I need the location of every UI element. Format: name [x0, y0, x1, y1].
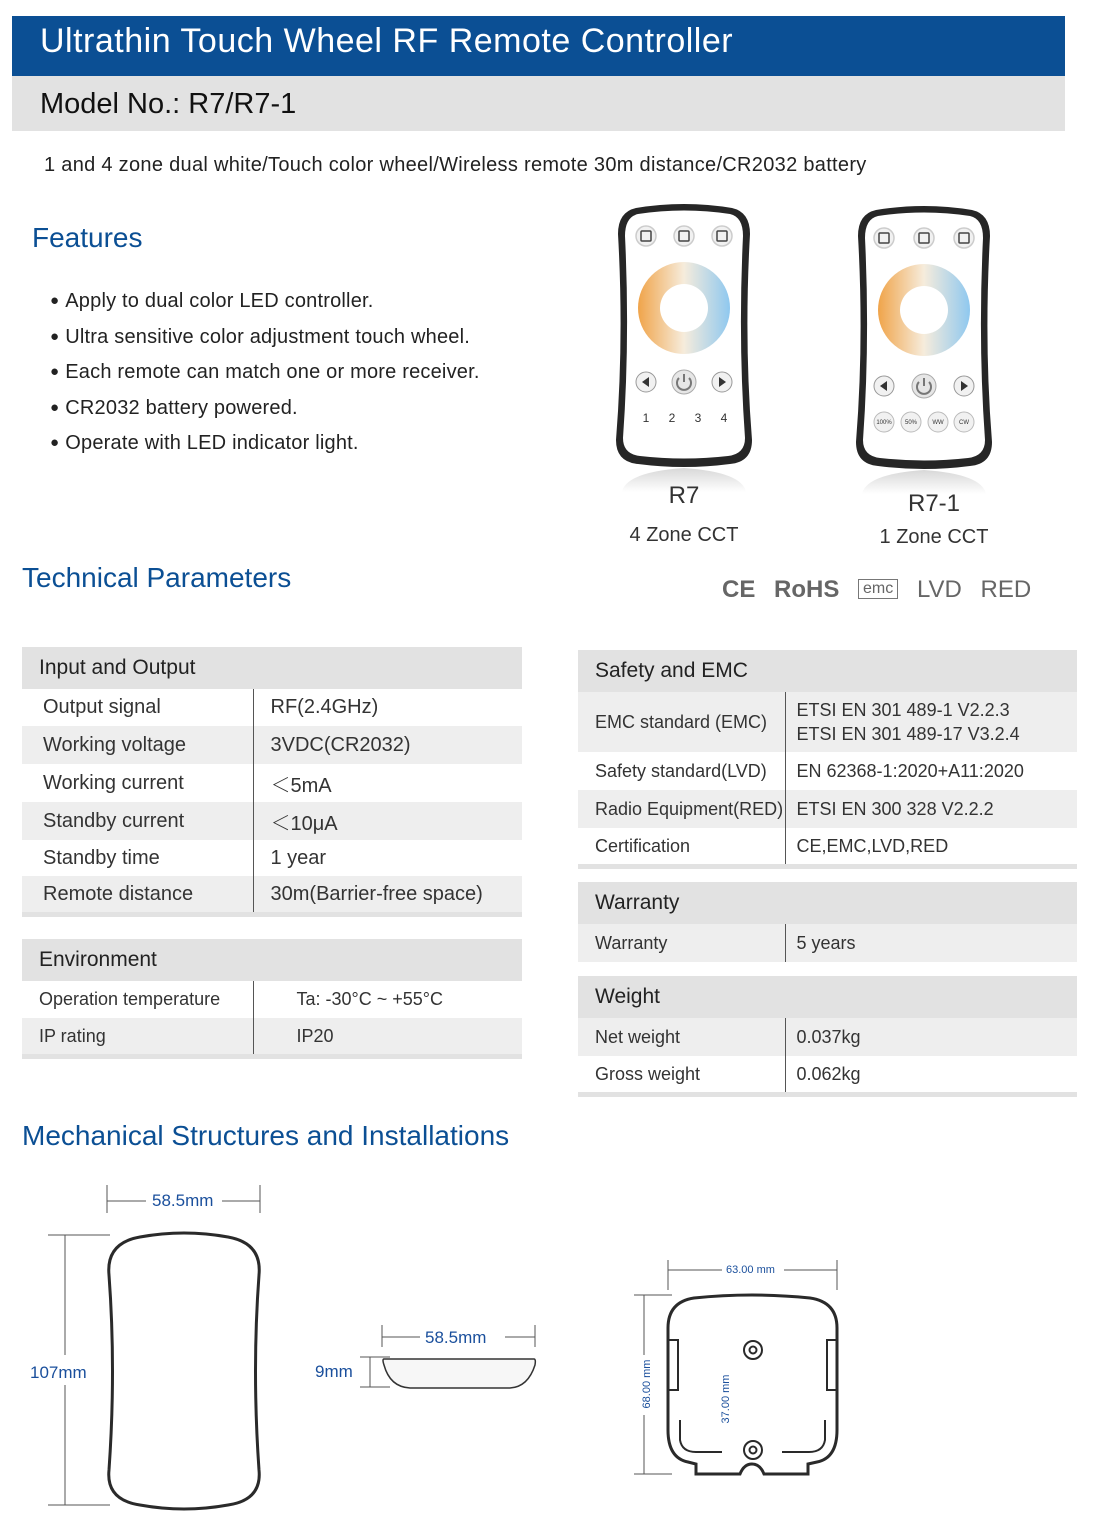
remote-r7-name: R7	[668, 482, 700, 509]
row-value: CE,EMC,LVD,RED	[796, 835, 949, 856]
row-value: ＜5mA	[270, 774, 332, 797]
row-value: 0.062kg	[796, 1063, 861, 1084]
zone-button-3: 3	[694, 411, 702, 425]
row-value: IP20	[253, 1018, 522, 1054]
zone-button-4: 4	[720, 411, 728, 425]
feature-item: ● Operate with LED indicator light.	[50, 432, 480, 468]
zone-button-2: 2	[668, 411, 676, 425]
row-label: Standby time	[22, 840, 253, 876]
power-icon	[672, 370, 696, 394]
wall-holder-drawing	[632, 1260, 852, 1480]
mechanical-heading: Mechanical Structures and Installations	[22, 1120, 510, 1151]
row-value: 1 year	[270, 846, 327, 869]
features-heading: Features	[32, 222, 143, 253]
row-label: IP rating	[22, 1018, 253, 1054]
side-thickness-dimension: 9mm	[315, 1362, 353, 1381]
emc-standard-2: ETSI EN 301 489-17 V3.2.4	[796, 724, 1020, 744]
product-summary: 1 and 4 zone dual white/Touch color wheel/Wireless remote 30m distance/CR2032 battery	[44, 154, 867, 176]
row-label: EMC standard (EMC)	[578, 692, 785, 752]
ww-button: WW	[932, 420, 944, 426]
row-value: RF(2.4GHz)	[270, 696, 379, 718]
front-height-dimension: 107mm	[30, 1363, 87, 1382]
certification-marks	[722, 576, 1043, 604]
arrow-left-icon	[636, 372, 656, 392]
row-label: Standby current	[22, 802, 253, 840]
row-value: 3VDC(CR2032)	[253, 726, 522, 764]
model-number: Model No.: R7/R7-1	[40, 88, 297, 120]
level-100-button: 100%	[876, 420, 892, 426]
level-50-button: 50%	[904, 420, 918, 426]
weight-table	[578, 976, 1077, 1097]
zone-button-1: 1	[642, 411, 650, 425]
row-label: Warranty	[578, 924, 785, 962]
memory-icon	[636, 226, 732, 246]
feature-item: ● Ultra sensitive color adjustment touch wheel.	[50, 326, 480, 362]
row-label: Working voltage	[22, 726, 253, 764]
remote-r7-desc: 4 Zone CCT	[629, 524, 739, 546]
lvd-mark: LVD	[916, 576, 962, 603]
front-outline-drawing	[40, 1185, 280, 1525]
row-label: Remote distance	[22, 876, 253, 912]
row-value	[785, 692, 1077, 752]
row-label: Safety standard(LVD)	[578, 752, 785, 790]
remote-r7-1-desc: 1 Zone CCT	[879, 526, 989, 548]
row-value: Ta: -30°C ~ +55°C	[296, 989, 443, 1009]
environment-table	[22, 939, 522, 1059]
row-value: 5 years	[785, 924, 1077, 962]
holder-height-dimension: 68.00 mm	[641, 1359, 653, 1409]
table-title: Safety and EMC	[578, 650, 1077, 692]
remote-r7-1-name: R7-1	[907, 490, 961, 517]
row-value: 0.037kg	[785, 1018, 1077, 1056]
row-label: Output signal	[22, 689, 253, 726]
ce-mark: CE	[722, 576, 756, 603]
red-mark: RED	[980, 576, 1032, 603]
emc-standard-1: ETSI EN 301 489-1 V2.2.3	[796, 700, 1010, 720]
remote-r7-image	[606, 200, 762, 500]
cw-button: CW	[959, 420, 969, 426]
row-label: Radio Equipment(RED)	[578, 790, 785, 828]
technical-heading: Technical Parameters	[22, 562, 292, 593]
table-title: Input and Output	[22, 647, 522, 689]
table-title: Weight	[578, 976, 1077, 1018]
side-width-dimension: 58.5mm	[425, 1328, 487, 1347]
row-value: ＜10μA	[253, 802, 522, 840]
safety-emc-table	[578, 650, 1077, 869]
page-title: Ultrathin Touch Wheel RF Remote Controller	[40, 22, 734, 60]
holder-width-dimension: 63.00 mm	[726, 1264, 775, 1276]
row-label: Certification	[578, 828, 785, 864]
row-value: ETSI EN 300 328 V2.2.2	[785, 790, 1077, 828]
row-value: 30m(Barrier-free space)	[253, 876, 522, 912]
front-width-dimension: 58.5mm	[152, 1191, 214, 1210]
feature-item: ● Each remote can match one or more receiver.	[50, 361, 480, 397]
warranty-table	[578, 882, 1077, 962]
row-label: Operation temperature	[22, 981, 253, 1018]
features-list	[50, 290, 480, 468]
row-label: Working current	[22, 764, 253, 802]
feature-item: ● CR2032 battery powered.	[50, 397, 480, 433]
row-label: Net weight	[578, 1018, 785, 1056]
rohs-mark: RoHS	[774, 576, 840, 603]
row-label: Gross weight	[578, 1056, 785, 1092]
row-value: EN 62368-1:2020+A11:2020	[796, 760, 1024, 781]
feature-item: ● Apply to dual color LED controller.	[50, 290, 480, 326]
holder-hole-spacing-dimension: 37.00 mm	[720, 1374, 732, 1424]
input-output-table	[22, 647, 522, 917]
table-title: Environment	[22, 939, 522, 981]
remote-r7-1-image	[846, 202, 1002, 502]
table-title: Warranty	[578, 882, 1077, 924]
arrow-right-icon	[712, 372, 732, 392]
emc-mark: emc	[858, 579, 898, 599]
